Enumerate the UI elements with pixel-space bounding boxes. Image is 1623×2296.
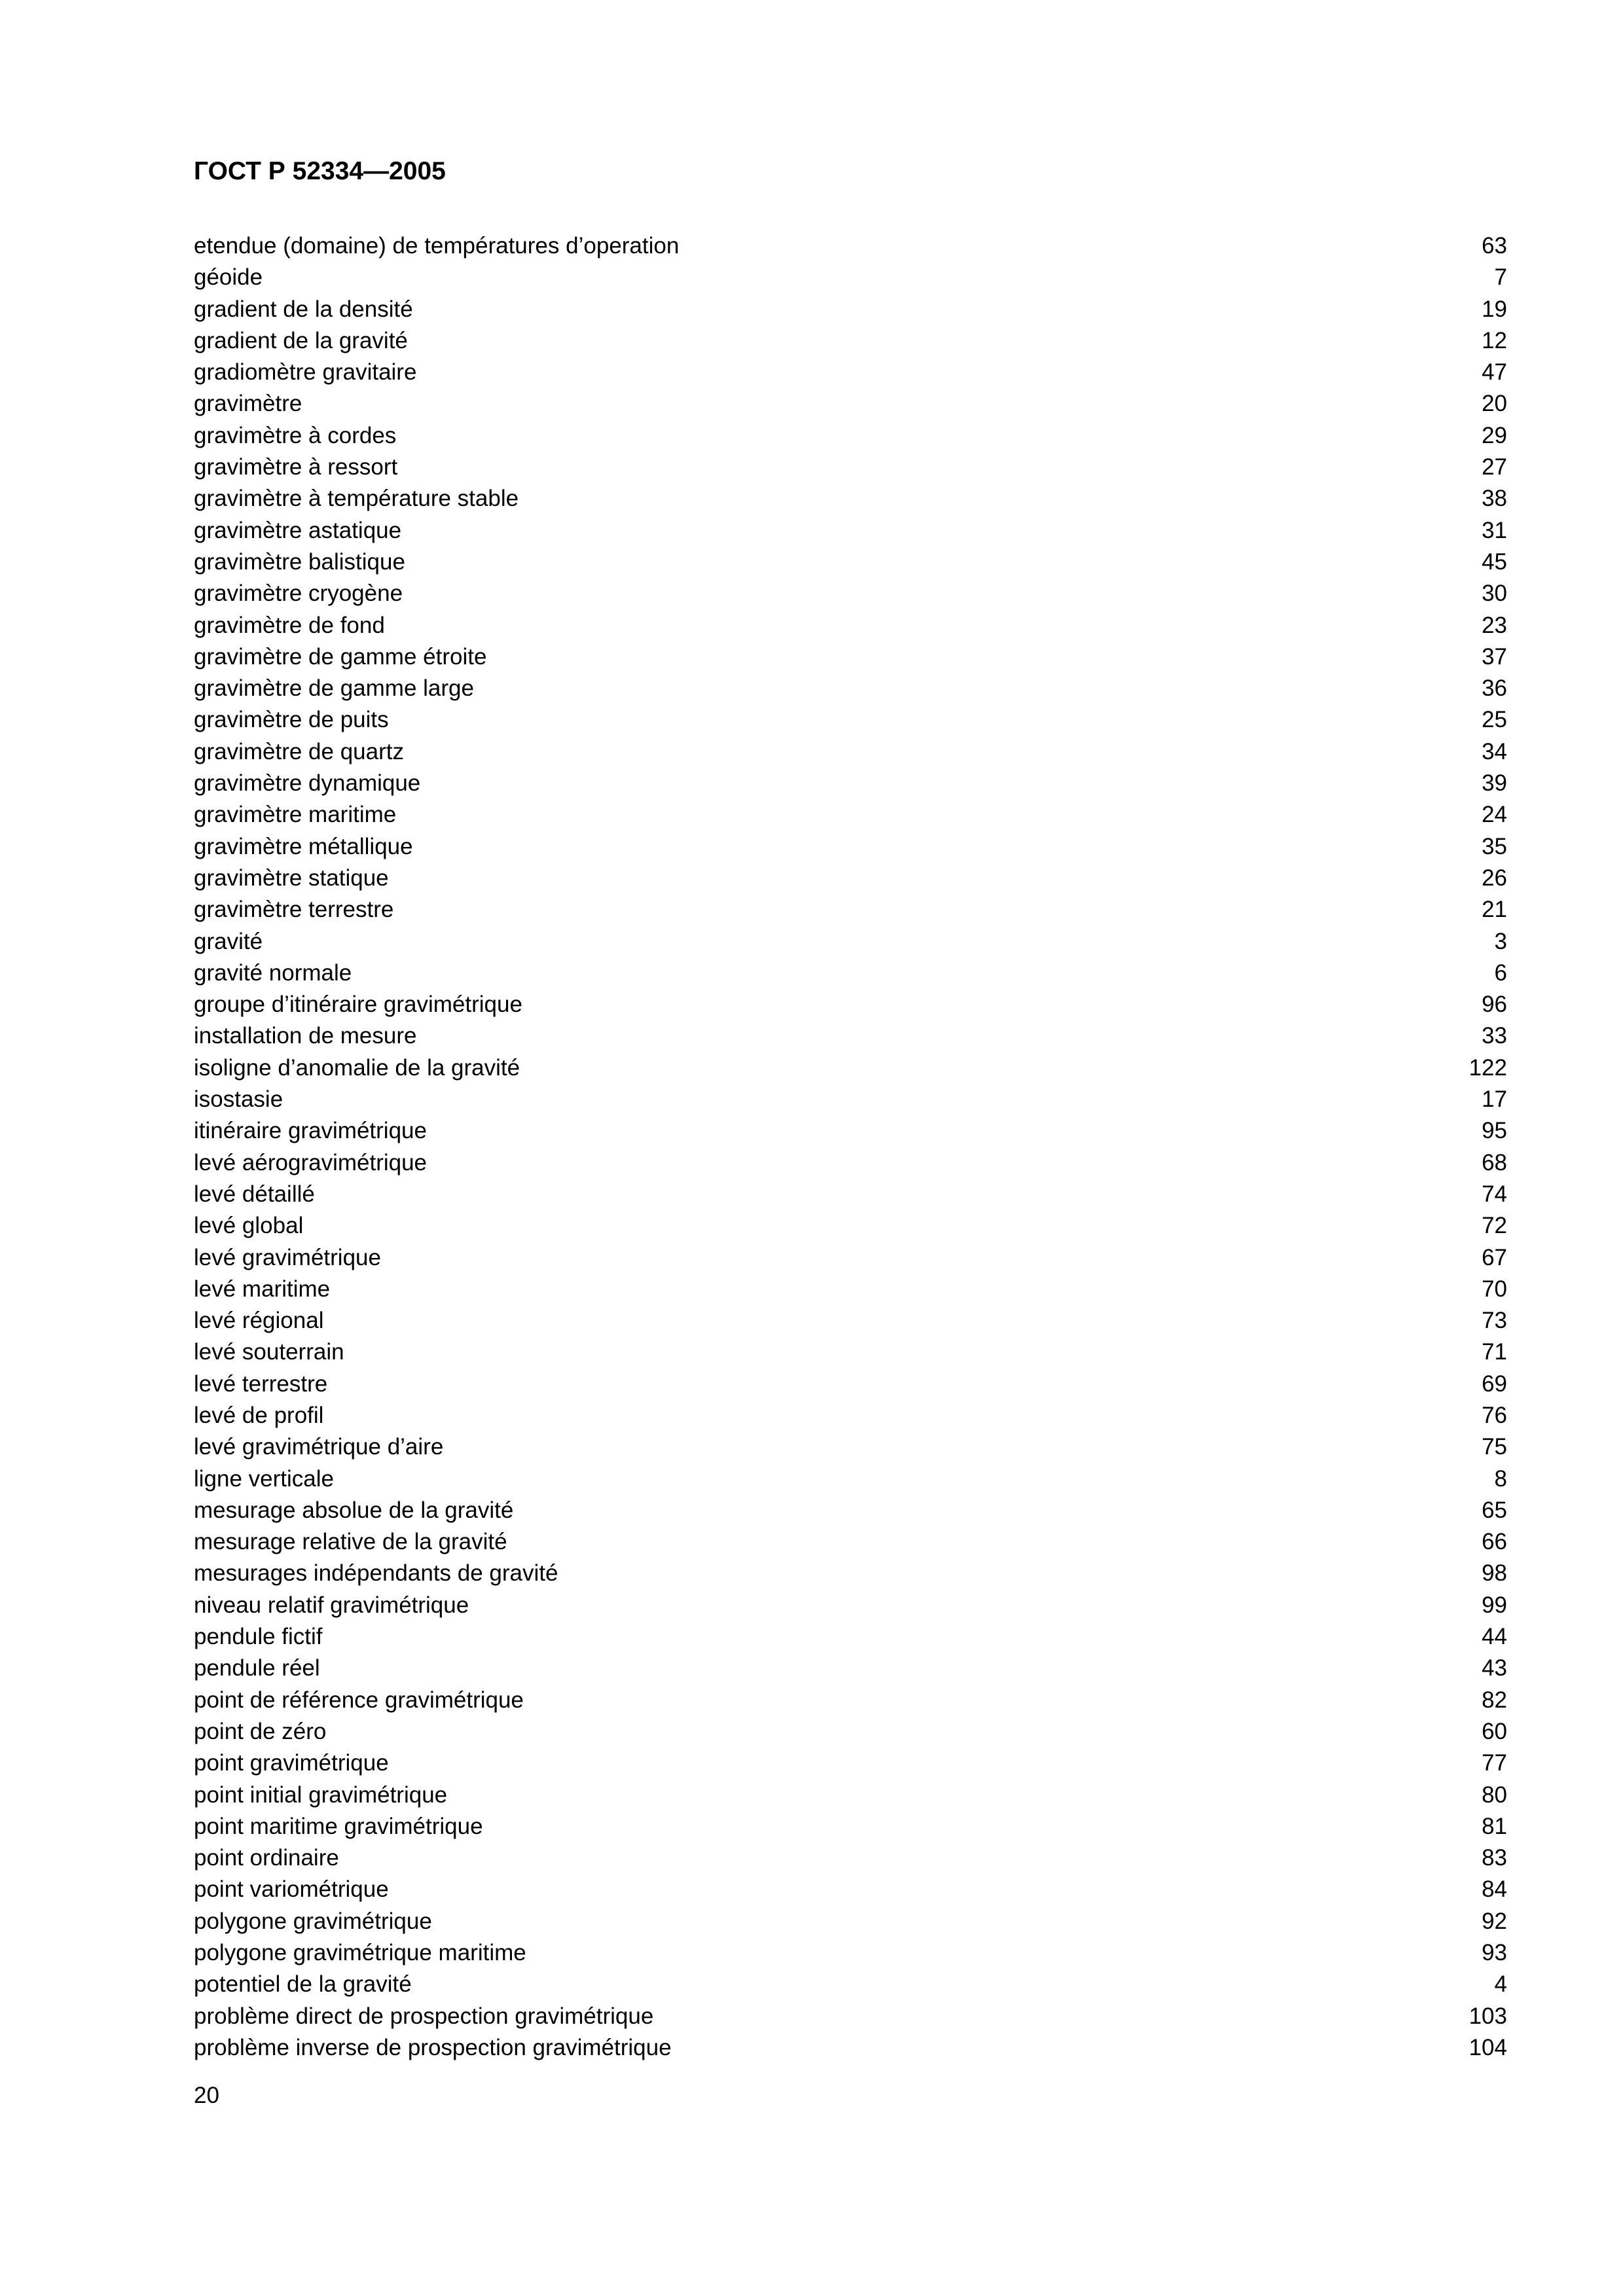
index-term-number: 84 bbox=[1482, 1876, 1507, 1903]
index-term-number: 95 bbox=[1482, 1118, 1507, 1144]
index-entry bbox=[194, 2032, 1507, 2064]
index-term: levé gravimétrique bbox=[194, 1244, 381, 1270]
index-term: gravimètre à ressort bbox=[194, 454, 398, 480]
index-entry bbox=[194, 2001, 1507, 2032]
index-term: géoide bbox=[194, 264, 263, 291]
index-term: levé régional bbox=[194, 1308, 324, 1334]
index-entry bbox=[194, 926, 1507, 958]
index-entry bbox=[194, 578, 1507, 609]
index-entry bbox=[194, 704, 1507, 736]
index-term-number: 122 bbox=[1468, 1054, 1507, 1081]
index-term: isostasie bbox=[194, 1086, 283, 1113]
index-term: gradient de la gravité bbox=[194, 327, 408, 353]
index-entry bbox=[194, 1621, 1507, 1653]
index-term-number: 66 bbox=[1482, 1529, 1507, 1555]
index-term: point initial gravimétrique bbox=[194, 1782, 448, 1808]
index-term-number: 20 bbox=[1482, 391, 1507, 417]
index-term: gravimètre bbox=[194, 391, 302, 417]
index-term-number: 47 bbox=[1482, 359, 1507, 386]
index-entry bbox=[194, 262, 1507, 293]
index-entry bbox=[194, 1526, 1507, 1558]
index-term: problème direct de prospection gravimétrique bbox=[194, 2003, 654, 2029]
index-term-number: 104 bbox=[1468, 2034, 1507, 2060]
index-term-number: 74 bbox=[1482, 1181, 1507, 1207]
index-term: gravimètre statique bbox=[194, 865, 389, 891]
index-term-number: 43 bbox=[1482, 1655, 1507, 1681]
index-term: potentiel de la gravité bbox=[194, 1971, 412, 1998]
index-term: levé aérogravimétrique bbox=[194, 1149, 428, 1175]
document-header: ГОСТ Р 52334—2005 bbox=[194, 157, 446, 185]
index-term-number: 103 bbox=[1468, 2003, 1507, 2029]
index-term-number: 73 bbox=[1482, 1308, 1507, 1334]
index-entry bbox=[194, 1369, 1507, 1400]
index-entry bbox=[194, 357, 1507, 388]
index-entry bbox=[194, 294, 1507, 325]
index-term: niveau relatif gravimétrique bbox=[194, 1592, 469, 1618]
index-term: mesurage relative de la gravité bbox=[194, 1529, 507, 1555]
index-term-number: 34 bbox=[1482, 738, 1507, 764]
index-entry bbox=[194, 1084, 1507, 1115]
index-term: gravimètre cryogène bbox=[194, 581, 403, 607]
index-term-number: 75 bbox=[1482, 1434, 1507, 1460]
index-term: levé global bbox=[194, 1213, 304, 1239]
index-term-number: 82 bbox=[1482, 1687, 1507, 1713]
index-term: problème inverse de prospection gravimétrique bbox=[194, 2034, 672, 2060]
index-term-number: 45 bbox=[1482, 548, 1507, 575]
index-entry bbox=[194, 673, 1507, 704]
index-entry bbox=[194, 1590, 1507, 1621]
index-entry bbox=[194, 515, 1507, 547]
index-entry bbox=[194, 1115, 1507, 1147]
index-entry bbox=[194, 1780, 1507, 1811]
index-term-number: 21 bbox=[1482, 897, 1507, 923]
index-term-number: 68 bbox=[1482, 1149, 1507, 1175]
index-entry bbox=[194, 1147, 1507, 1179]
index-term: levé souterrain bbox=[194, 1339, 344, 1365]
index-entry bbox=[194, 799, 1507, 831]
index-term: levé détaillé bbox=[194, 1181, 315, 1207]
index-term-number: 69 bbox=[1482, 1371, 1507, 1397]
index-term: point variométrique bbox=[194, 1876, 389, 1903]
index-term-number: 99 bbox=[1482, 1592, 1507, 1618]
index-entry bbox=[194, 1874, 1507, 1905]
index-term-number: 71 bbox=[1482, 1339, 1507, 1365]
index-entry bbox=[194, 1274, 1507, 1305]
index-term-number: 30 bbox=[1482, 581, 1507, 607]
index-entry bbox=[194, 1748, 1507, 1779]
index-entry bbox=[194, 894, 1507, 925]
index-entry bbox=[194, 768, 1507, 799]
index-entry bbox=[194, 1242, 1507, 1274]
index-term: itinéraire gravimétrique bbox=[194, 1118, 427, 1144]
index-entry bbox=[194, 325, 1507, 357]
index-term: gravimètre à température stable bbox=[194, 486, 519, 512]
index-term-number: 27 bbox=[1482, 454, 1507, 480]
index-term-number: 12 bbox=[1482, 327, 1507, 353]
index-term: levé maritime bbox=[194, 1276, 331, 1302]
index-term-number: 8 bbox=[1494, 1465, 1507, 1492]
index-entry bbox=[194, 989, 1507, 1020]
index-term: polygone gravimétrique bbox=[194, 1908, 432, 1934]
index-entry bbox=[194, 230, 1507, 262]
index-term: polygone gravimétrique maritime bbox=[194, 1940, 526, 1966]
index-term: gravimètre astatique bbox=[194, 517, 402, 543]
index-term-number: 70 bbox=[1482, 1276, 1507, 1302]
index-term-number: 65 bbox=[1482, 1497, 1507, 1523]
index-term-number: 96 bbox=[1482, 992, 1507, 1018]
index-entry bbox=[194, 1305, 1507, 1336]
index-term-number: 36 bbox=[1482, 675, 1507, 702]
index-entry bbox=[194, 736, 1507, 768]
index-term: pendule réel bbox=[194, 1655, 320, 1681]
index-term-number: 24 bbox=[1482, 802, 1507, 828]
index-term: mesurages indépendants de gravité bbox=[194, 1560, 558, 1587]
index-entry bbox=[194, 958, 1507, 989]
index-term-number: 26 bbox=[1482, 865, 1507, 891]
index-entry bbox=[194, 483, 1507, 514]
index-term: gravimètre de puits bbox=[194, 707, 389, 733]
index-term-number: 33 bbox=[1482, 1023, 1507, 1049]
index-term-number: 17 bbox=[1482, 1086, 1507, 1113]
index-entry bbox=[194, 452, 1507, 483]
index-term: installation de mesure bbox=[194, 1023, 417, 1049]
index-term-number: 98 bbox=[1482, 1560, 1507, 1587]
index-term-number: 23 bbox=[1482, 612, 1507, 638]
index-term-number: 3 bbox=[1494, 928, 1507, 954]
index-term-number: 63 bbox=[1482, 233, 1507, 259]
index-term-number: 77 bbox=[1482, 1750, 1507, 1776]
page-number: 20 bbox=[194, 2083, 219, 2108]
index-entry bbox=[194, 1969, 1507, 2000]
index-entry bbox=[194, 1685, 1507, 1716]
index-entry bbox=[194, 1653, 1507, 1684]
index-entry bbox=[194, 1463, 1507, 1495]
index-term: isoligne d’anomalie de la gravité bbox=[194, 1054, 520, 1081]
index-entry bbox=[194, 1179, 1507, 1210]
index-entry bbox=[194, 863, 1507, 894]
index-term-number: 39 bbox=[1482, 770, 1507, 797]
index-term: ligne verticale bbox=[194, 1465, 334, 1492]
index-entry bbox=[194, 1210, 1507, 1242]
index-term: pendule fictif bbox=[194, 1624, 323, 1650]
index-term-number: 93 bbox=[1482, 1940, 1507, 1966]
index-term-number: 44 bbox=[1482, 1624, 1507, 1650]
index-term: gravité bbox=[194, 928, 263, 954]
index-term-number: 6 bbox=[1494, 960, 1507, 986]
index-term: gravimètre de quartz bbox=[194, 738, 404, 764]
index-term: mesurage absolue de la gravité bbox=[194, 1497, 514, 1523]
index-entry bbox=[194, 1495, 1507, 1526]
index-term: gradiomètre gravitaire bbox=[194, 359, 417, 386]
index-term: gravité normale bbox=[194, 960, 352, 986]
index-entry bbox=[194, 1811, 1507, 1842]
index-entry bbox=[194, 1431, 1507, 1463]
index-term: levé gravimétrique d’aire bbox=[194, 1434, 444, 1460]
index-entry bbox=[194, 831, 1507, 863]
index-term-number: 60 bbox=[1482, 1718, 1507, 1744]
index-entry bbox=[194, 1020, 1507, 1052]
index-entry bbox=[194, 547, 1507, 578]
index-term: gravimètre à cordes bbox=[194, 422, 397, 448]
index-term-number: 19 bbox=[1482, 296, 1507, 322]
index-term: gravimètre terrestre bbox=[194, 897, 394, 923]
index-entry bbox=[194, 420, 1507, 452]
index-term: point ordinaire bbox=[194, 1845, 339, 1871]
index-entry bbox=[194, 1906, 1507, 1937]
index-term-number: 67 bbox=[1482, 1244, 1507, 1270]
index-term: point maritime gravimétrique bbox=[194, 1813, 483, 1839]
index-entry bbox=[194, 1716, 1507, 1748]
index-term: point de référence gravimétrique bbox=[194, 1687, 524, 1713]
index-term: gravimètre de gamme large bbox=[194, 675, 474, 702]
index-term: groupe d’itinéraire gravimétrique bbox=[194, 992, 522, 1018]
index-entry bbox=[194, 388, 1507, 420]
index-entry bbox=[194, 641, 1507, 673]
index-term-number: 31 bbox=[1482, 517, 1507, 543]
index-term-number: 7 bbox=[1494, 264, 1507, 291]
index-term: levé de profil bbox=[194, 1402, 324, 1428]
index-entry bbox=[194, 1400, 1507, 1431]
index-term: gravimètre dynamique bbox=[194, 770, 421, 797]
index-term: point gravimétrique bbox=[194, 1750, 389, 1776]
index-term-number: 76 bbox=[1482, 1402, 1507, 1428]
index-term: gravimètre métallique bbox=[194, 833, 413, 859]
index-entry bbox=[194, 1336, 1507, 1368]
index-term: etendue (domaine) de températures d’operation bbox=[194, 233, 680, 259]
index-term: gravimètre maritime bbox=[194, 802, 397, 828]
term-index-list bbox=[194, 230, 1507, 2064]
index-term-number: 35 bbox=[1482, 833, 1507, 859]
index-term-number: 4 bbox=[1494, 1971, 1507, 1998]
index-term-number: 80 bbox=[1482, 1782, 1507, 1808]
index-term-number: 25 bbox=[1482, 707, 1507, 733]
index-term-number: 92 bbox=[1482, 1908, 1507, 1934]
index-term: gravimètre de fond bbox=[194, 612, 385, 638]
index-term: point de zéro bbox=[194, 1718, 327, 1744]
index-term-number: 29 bbox=[1482, 422, 1507, 448]
index-entry bbox=[194, 1558, 1507, 1589]
index-term-number: 81 bbox=[1482, 1813, 1507, 1839]
index-term: gradient de la densité bbox=[194, 296, 413, 322]
index-term-number: 38 bbox=[1482, 486, 1507, 512]
index-entry bbox=[194, 1842, 1507, 1874]
index-term: gravimètre de gamme étroite bbox=[194, 643, 487, 670]
index-term-number: 72 bbox=[1482, 1213, 1507, 1239]
index-term: levé terrestre bbox=[194, 1371, 328, 1397]
index-term-number: 37 bbox=[1482, 643, 1507, 670]
index-term: gravimètre balistique bbox=[194, 548, 405, 575]
index-entry bbox=[194, 610, 1507, 641]
index-term-number: 83 bbox=[1482, 1845, 1507, 1871]
index-entry bbox=[194, 1052, 1507, 1084]
index-entry bbox=[194, 1937, 1507, 1969]
